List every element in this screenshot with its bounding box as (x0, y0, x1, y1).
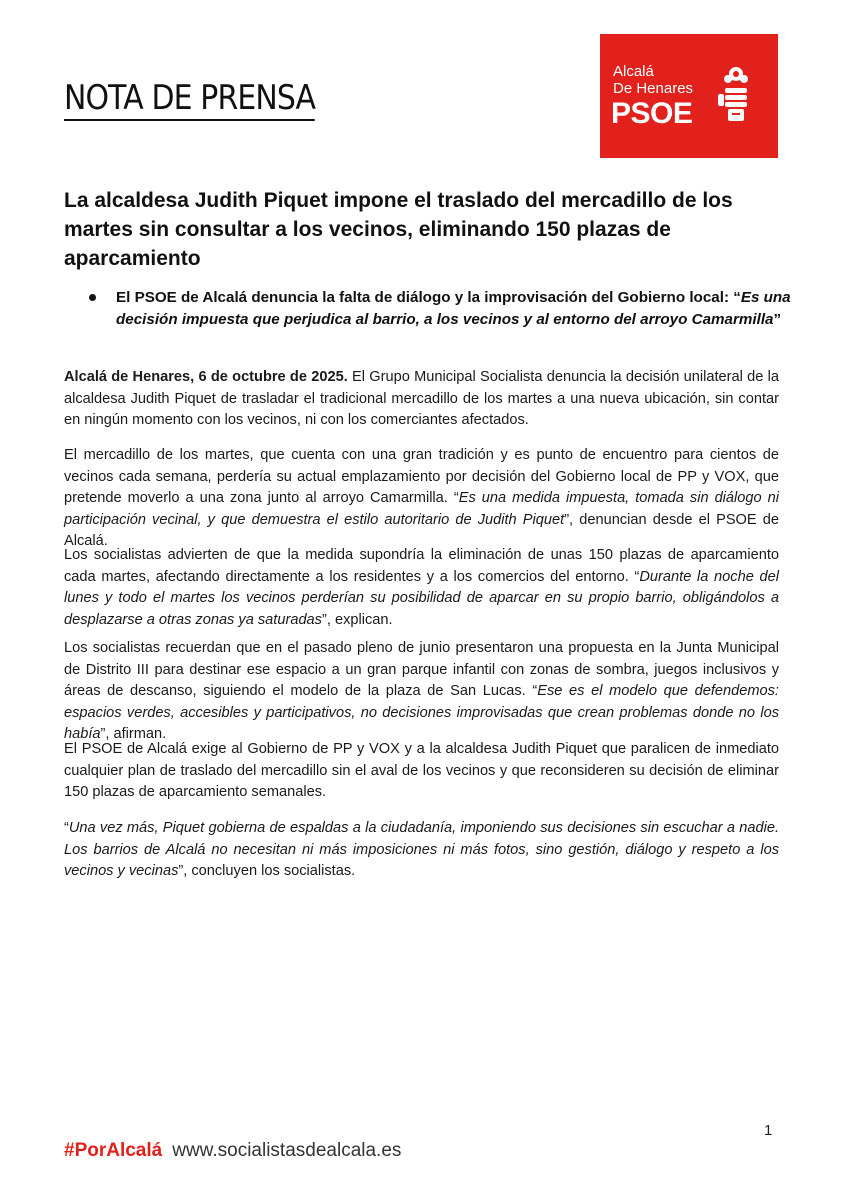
paragraph-3-text: Los socialistas advierten de que la medida supondría la eliminación de unas 150 plazas de aparcamiento cada martes, afectando directamente a los residentes y a los comercios del entorno. “ (64, 547, 779, 585)
page-number: 1 (764, 1122, 773, 1139)
paragraph-3-quote: Durante la noche del lunes y todo el martes los vecinos perderían su posibilidad de aparcar en su propio barrio, obligándolos a desplazarse a otras zonas ya saturadas (64, 568, 779, 628)
paragraph-2-text: El mercadillo de los martes, que cuenta con una gran tradición y es punto de encuentro para cientos de vecinos cada semana, perdería su actual emplazamiento por decisión del Gobierno local de PP y VOX, que pretende moverlo a una zona junto al arroyo Camarmilla. “ (64, 447, 779, 506)
paragraph-5-text: El PSOE de Alcalá exige al Gobierno de PP y VOX y a la alcaldesa Judith Piquet que paralicen de inmediato cualquier plan de traslado del mercadillo sin el aval de los vecinos y que reconsideren su decisión de eliminar 150 plazas de aparcamiento semanales. (64, 741, 779, 800)
page-title: NOTA DE PRENSA (64, 78, 315, 121)
paragraph-4 (64, 638, 779, 746)
paragraph-4-quote: Ese es el modelo que defendemos: espacios verdes, accesibles y participativos, no decisiones improvisadas que crean problemas donde no los había (64, 683, 779, 742)
paragraph-2-quote: Es una medida impuesta, tomada sin diálogo ni participación vecinal, y que demuestra el estilo autoritario de Judith Piquet (64, 490, 779, 528)
paragraph-6 (64, 818, 779, 883)
logo-brand: PSOE (611, 97, 693, 130)
logo-city-line: Alcalá (613, 63, 654, 80)
paragraph-1 (64, 367, 779, 432)
footer-website-link[interactable]: www.socialistasdealcala.es (172, 1140, 402, 1161)
headline: La alcaldesa Judith Piquet impone el traslado del mercadillo de los martes sin consultar a los vecinos, eliminando 150 plazas de aparcamiento (64, 189, 733, 270)
paragraph-6-open-quote: “ (64, 820, 69, 836)
bullet-close-quote: ” (773, 311, 782, 328)
paragraph-3-after: ”, explican. (321, 611, 393, 628)
logo-region-line: De Henares (613, 80, 694, 97)
footer-hashtag: #PorAlcalá (64, 1140, 163, 1161)
dateline: Alcalá de Henares, 6 de octubre de 2025. (64, 369, 348, 385)
paragraph-5 (64, 739, 779, 804)
bullet-quote: Es una decisión impuesta que perjudica al barrio, a los vecinos y al entorno del arroyo Camarmilla (116, 289, 791, 328)
bullet-icon (89, 294, 96, 301)
paragraph-6-after: ”, concluyen los socialistas. (178, 863, 356, 879)
bullet-point (116, 287, 796, 331)
paragraph-6-quote: Una vez más, Piquet gobierna de espaldas a la ciudadanía, imponiendo sus decisiones sin escuchar a nadie. Los barrios de Alcalá no necesitan ni más imposiciones ni más fotos, sino gestión, diálogo y respeto a los vecinos y vecinas (64, 820, 779, 879)
paragraph-2-after: ”, denuncian desde el PSOE de Alcalá. (64, 511, 780, 549)
paragraph-2 (64, 445, 779, 553)
fist-and-rose-icon (712, 64, 760, 124)
bullet-text: El PSOE de Alcalá denuncia la falta de diálogo y la improvisación del Gobierno local: “ (116, 289, 741, 306)
footer (64, 1140, 401, 1162)
paragraph-4-text: Los socialistas recuerdan que en el pasado pleno de junio presentaron una propuesta en la Junta Municipal de Distrito III para destinar ese espacio a un gran parque infantil con zonas de sombra, juegos inclusivos y áreas de descanso, siguiendo el modelo de la plaza de San Lucas. “ (64, 640, 779, 699)
paragraph-4-after: ”, afirman. (100, 726, 167, 742)
paragraph-3 (64, 545, 779, 631)
paragraph-1-text: El Grupo Municipal Socialista denuncia la decisión unilateral de la alcaldesa Judith Piquet de trasladar el tradicional mercadillo de los martes a una nueva ubicación, sin contar en ningún momento con los vecinos, ni con los comerciantes afectados. (64, 369, 779, 428)
psoe-logo (600, 34, 778, 158)
